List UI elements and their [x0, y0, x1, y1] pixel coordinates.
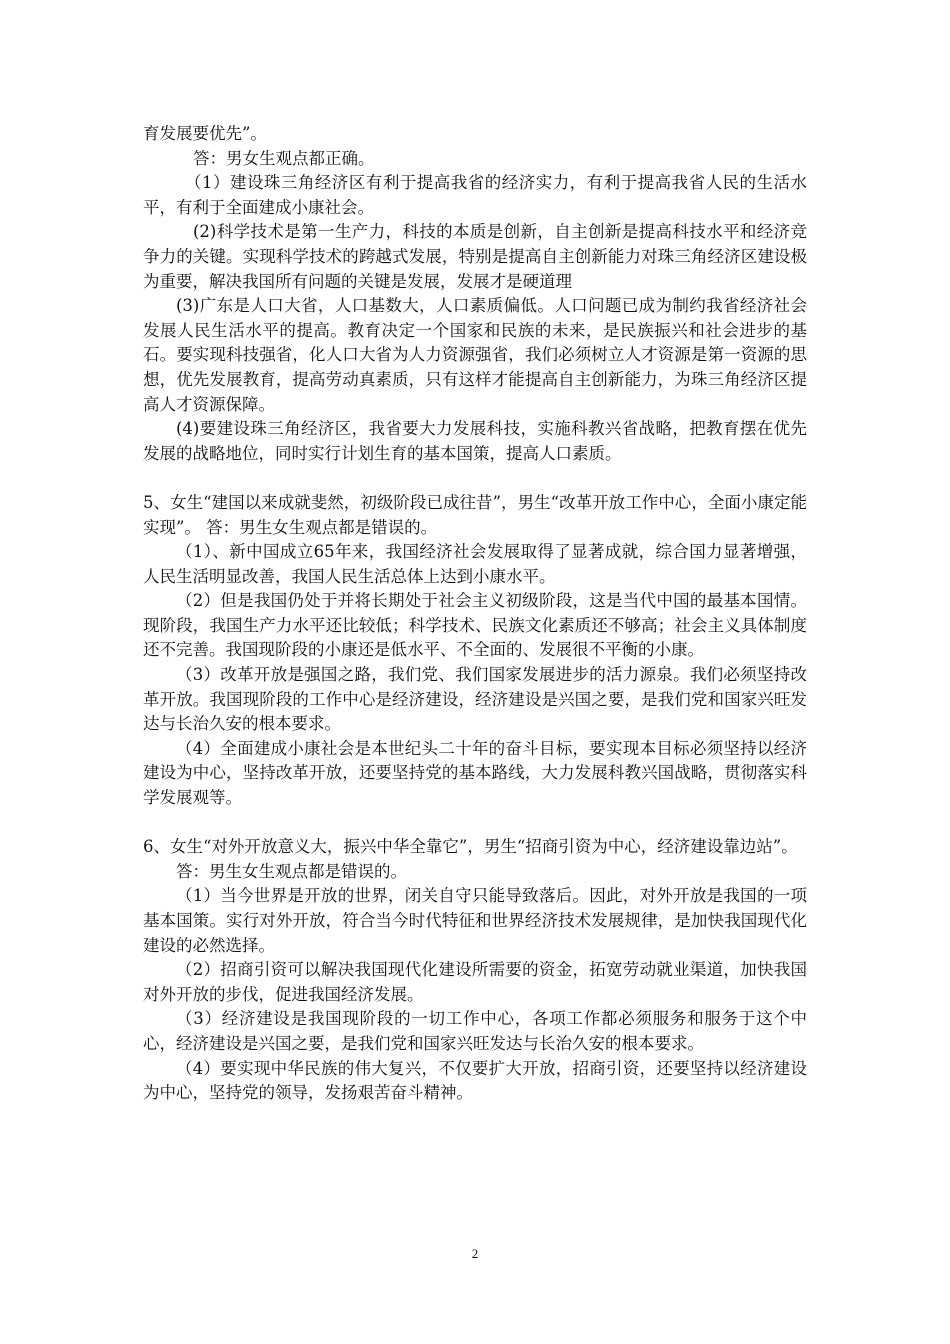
paragraph: 育发展要优先”。	[143, 124, 267, 143]
paragraph: （4）全面建成小康社会是本世纪头二十年的奋斗目标，要实现本目标必须坚持以经济建设为中心，坚持改革开放，还要坚持党的基本路线，大力发展科教兴国战略，贯彻落实科学发展观等。	[143, 738, 807, 808]
answer-line: 答：男女生观点都正确。	[193, 148, 375, 168]
paragraph: (3)广东是人口大省，人口基数大，人口素质偏低。人口问题已成为制约我省经济社会发展人民生活水平的提高。教育决定一个国家和民族的未来，是民族振兴和社会进步的基石。要实现科技强省，化人口大省为人力资源强省，我们必须树立人才资源是第一资源的思想，优先发展教育，提高劳动真素质，只有这样才能提高自主创新能力，为珠三角经济区提高人才资源保障。	[143, 296, 807, 414]
paragraph: （3）经济建设是我国现阶段的一切工作中心，各项工作都必须服务和服务于这个中心，经济建设是兴国之要，是我们党和国家兴旺发达与长治久安的根本要求。	[143, 1009, 807, 1053]
blank-line	[143, 466, 807, 491]
paragraph: （1）、新中国成立65年来，我国经济社会发展取得了显著成就，综合国力显著增强，人民生活明显改善，我国人民生活总体上达到小康水平。	[143, 542, 807, 586]
paragraph: （4）要实现中华民族的伟大复兴，不仅要扩大开放，招商引资，还要坚持以经济建设为中心，坚持党的领导，发扬艰苦奋斗精神。	[143, 1058, 807, 1103]
paragraph: （1）当今世界是开放的世界，闭关自守只能导致落后。因此，对外开放是我国的一项基本国策。实行对外开放，符合当今时代特征和世界经济技术发展规律，是加快我国现代化建设的必然选择。	[143, 886, 807, 955]
blank-line	[143, 811, 807, 836]
paragraph: (4)要建设珠三角经济区，我省要大力发展科技，实施科教兴省战略，把教育摆在优先发展的战略地位，同时实行计划生育的基本国策，提高人口素质。	[143, 419, 807, 463]
paragraph: （3）改革开放是强国之路，我们党、我们国家发展进步的活力源泉。我们必须坚持改革开放。我国现阶段的工作中心是经济建设，经济建设是兴国之要，是我们党和国家兴旺发达与长治久安的根本要求。	[143, 665, 807, 734]
paragraph: （2）但是我国仍处于并将长期处于社会主义初级阶段，这是当代中国的最基本国情。现阶段，我国生产力水平还比较低；科学技术、民族文化素质还不够高；社会主义具体制度还不完善。我国现阶段的小康还是低水平、不全面的、发展很不平衡的小康。	[143, 591, 807, 660]
paragraph: (2)科学技术是第一生产力，科技的本质是创新，自主创新是提高科技水平和经济竞争力的关键。实现科学技术的跨越式发展，特别是提高自主创新能力对珠三角经济区建设极为重要，解决我国所有问题的关键是发展，发展才是硬道理	[143, 222, 807, 291]
question-5: 5、女生“建国以来成就斐然，初级阶段已成往昔”，男生“改革开放工作中心，全面小康定能实现”。 答：男生女生观点都是错误的。	[143, 492, 807, 537]
paragraph: （2）招商引资可以解决我国现代化建设所需要的资金，拓宽劳动就业渠道，加快我国对外开放的步伐，促进我国经济发展。	[143, 960, 807, 1004]
page-number: 2	[471, 1246, 479, 1261]
question-6: 6、女生“对外开放意义大，振兴中华全靠它”，男生“招商引资为中心，经济建设靠边站”。	[143, 837, 798, 857]
paragraph: （1）建设珠三角经济区有利于提高我省的经济实力，有利于提高我省人民的生活水平，有利于全面建成小康社会。	[143, 173, 807, 217]
answer-line: 答：男生女生观点都是错误的。	[176, 861, 407, 881]
document-body	[143, 122, 807, 1106]
